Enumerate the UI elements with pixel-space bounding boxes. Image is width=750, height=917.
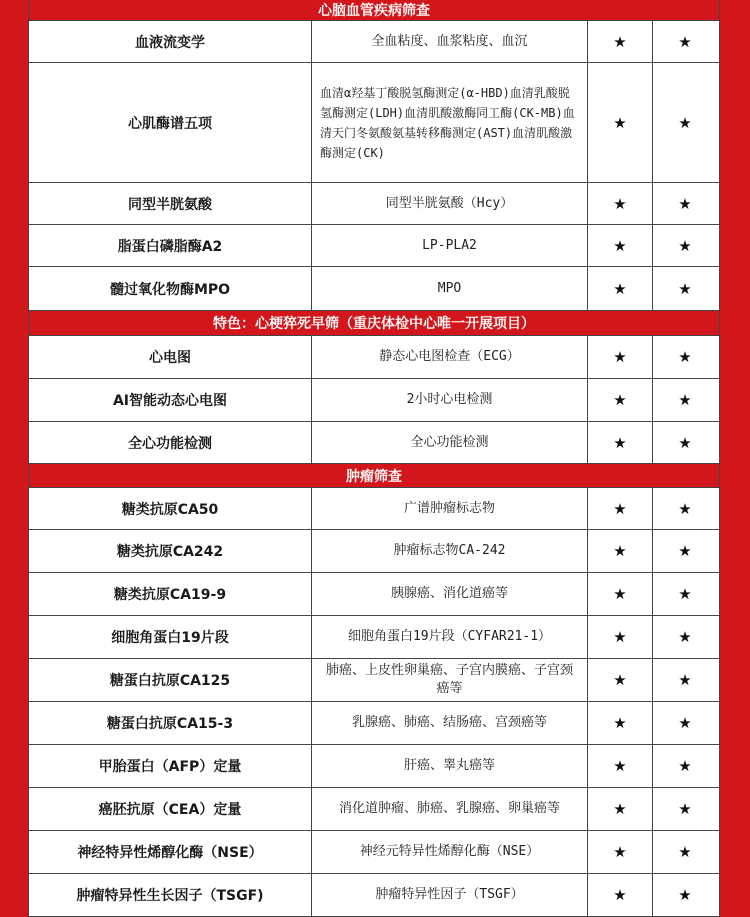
item-name: 全心功能检测 — [29, 422, 312, 463]
item-name: 心肌酶谱五项 — [29, 63, 312, 182]
star-icon: ★ — [588, 831, 653, 873]
item-name: 糖类抗原CA19-9 — [29, 573, 312, 615]
star-icon: ★ — [588, 379, 653, 421]
table-row — [29, 422, 719, 464]
star-icon: ★ — [678, 348, 692, 366]
star-icon: ★ — [678, 671, 692, 689]
star-icon: ★ — [678, 757, 692, 775]
item-name: 糖蛋白抗原CA15-3 — [29, 702, 312, 744]
item-name: AI智能动态心电图 — [29, 379, 312, 421]
item-description: 胰腺癌、消化道癌等 — [312, 573, 588, 615]
table-row — [29, 831, 719, 874]
section-header-sudden-death: 特色：心梗猝死早筛（重庆体检中心唯一开展项目） — [29, 311, 719, 336]
item-name: 糖类抗原CA242 — [29, 530, 312, 572]
table-row — [29, 616, 719, 659]
star-icon: ★ — [678, 628, 692, 646]
item-name: 细胞角蛋白19片段 — [29, 616, 312, 658]
star-icon: ★ — [588, 422, 653, 463]
table-row — [29, 573, 719, 616]
star-icon: ★ — [678, 391, 692, 409]
star-icon: ★ — [678, 32, 692, 51]
star-icon: ★ — [588, 488, 653, 529]
star-icon: ★ — [588, 573, 653, 615]
item-description: 血清α羟基丁酸脱氢酶测定(α-HBD)血清乳酸脱氢酶测定(LDH)血清肌酸激酶同工酶(CK-MB)血清天门冬氨酸氨基转移酶测定(AST)血清肌酸激酶测定(CK) — [312, 63, 588, 182]
star-icon: ★ — [678, 585, 692, 603]
item-name: 癌胚抗原（CEA）定量 — [29, 788, 312, 830]
item-description: MPO — [312, 267, 588, 310]
table-row — [29, 267, 719, 311]
star-icon: ★ — [588, 267, 653, 310]
star-icon: ★ — [588, 183, 653, 224]
section-header-tumor: 肿瘤筛查 — [29, 464, 719, 488]
star-icon: ★ — [678, 714, 692, 732]
star-icon: ★ — [678, 279, 692, 298]
item-description: 全心功能检测 — [312, 422, 588, 463]
table-row — [29, 225, 719, 267]
star-icon: ★ — [678, 433, 692, 452]
item-name: 甲胎蛋白（AFP）定量 — [29, 745, 312, 787]
star-icon: ★ — [678, 113, 692, 132]
table-row — [29, 530, 719, 573]
item-name: 糖类抗原CA50 — [29, 488, 312, 529]
table-row — [29, 21, 719, 63]
table-row — [29, 874, 719, 917]
table-row — [29, 379, 719, 422]
item-description: 2小时心电检测 — [312, 379, 588, 421]
item-name: 同型半胱氨酸 — [29, 183, 312, 224]
star-icon: ★ — [588, 788, 653, 830]
table-row — [29, 63, 719, 183]
star-icon: ★ — [588, 702, 653, 744]
item-name: 糖蛋白抗原CA125 — [29, 659, 312, 701]
table-row — [29, 745, 719, 788]
star-icon: ★ — [588, 225, 653, 266]
star-icon: ★ — [678, 843, 692, 861]
item-name: 血液流变学 — [29, 21, 312, 62]
item-description: 肿瘤特异性因子（TSGF） — [312, 874, 588, 916]
item-name: 脂蛋白磷脂酶A2 — [29, 225, 312, 266]
table-row — [29, 488, 719, 530]
star-icon: ★ — [588, 874, 653, 916]
star-icon: ★ — [678, 542, 692, 560]
item-name: 神经特异性烯醇化酶（NSE） — [29, 831, 312, 873]
star-icon: ★ — [678, 194, 692, 213]
item-name: 心电图 — [29, 336, 312, 378]
star-icon: ★ — [588, 745, 653, 787]
item-description: 广谱肿瘤标志物 — [312, 488, 588, 529]
item-description: 静态心电图检查（ECG） — [312, 336, 588, 378]
star-icon: ★ — [588, 616, 653, 658]
item-description: 肿瘤标志物CA-242 — [312, 530, 588, 572]
table-row — [29, 336, 719, 379]
item-name: 肿瘤特异性生长因子（TSGF) — [29, 874, 312, 916]
item-description: 细胞角蛋白19片段（CYFAR21-1） — [312, 616, 588, 658]
table-row — [29, 183, 719, 225]
item-description: 肺癌、上皮性卵巢癌、子宫内膜癌、子宫颈癌等 — [312, 659, 588, 701]
item-description: 全血粘度、血浆粘度、血沉 — [312, 21, 588, 62]
table-row — [29, 659, 719, 702]
star-icon: ★ — [588, 530, 653, 572]
checkup-items-table — [28, 0, 720, 917]
item-description: 同型半胱氨酸（Hcy） — [312, 183, 588, 224]
star-icon: ★ — [588, 336, 653, 378]
star-icon: ★ — [588, 63, 653, 182]
item-description: 消化道肿瘤、肺癌、乳腺癌、卵巢癌等 — [312, 788, 588, 830]
table-row — [29, 702, 719, 745]
star-icon: ★ — [588, 659, 653, 701]
item-name: 髓过氧化物酶MPO — [29, 267, 312, 310]
item-description: 神经元特异性烯醇化酶（NSE） — [312, 831, 588, 873]
item-description: 乳腺癌、肺癌、结肠癌、宫颈癌等 — [312, 702, 588, 744]
section-header-cardio: 心脑血管疾病筛查 — [29, 0, 719, 21]
star-icon: ★ — [678, 886, 692, 904]
item-description: 肝癌、睾丸癌等 — [312, 745, 588, 787]
table-row — [29, 788, 719, 831]
star-icon: ★ — [678, 499, 692, 518]
star-icon: ★ — [588, 21, 653, 62]
star-icon: ★ — [678, 800, 692, 818]
star-icon: ★ — [678, 236, 692, 255]
item-description: LP-PLA2 — [312, 225, 588, 266]
